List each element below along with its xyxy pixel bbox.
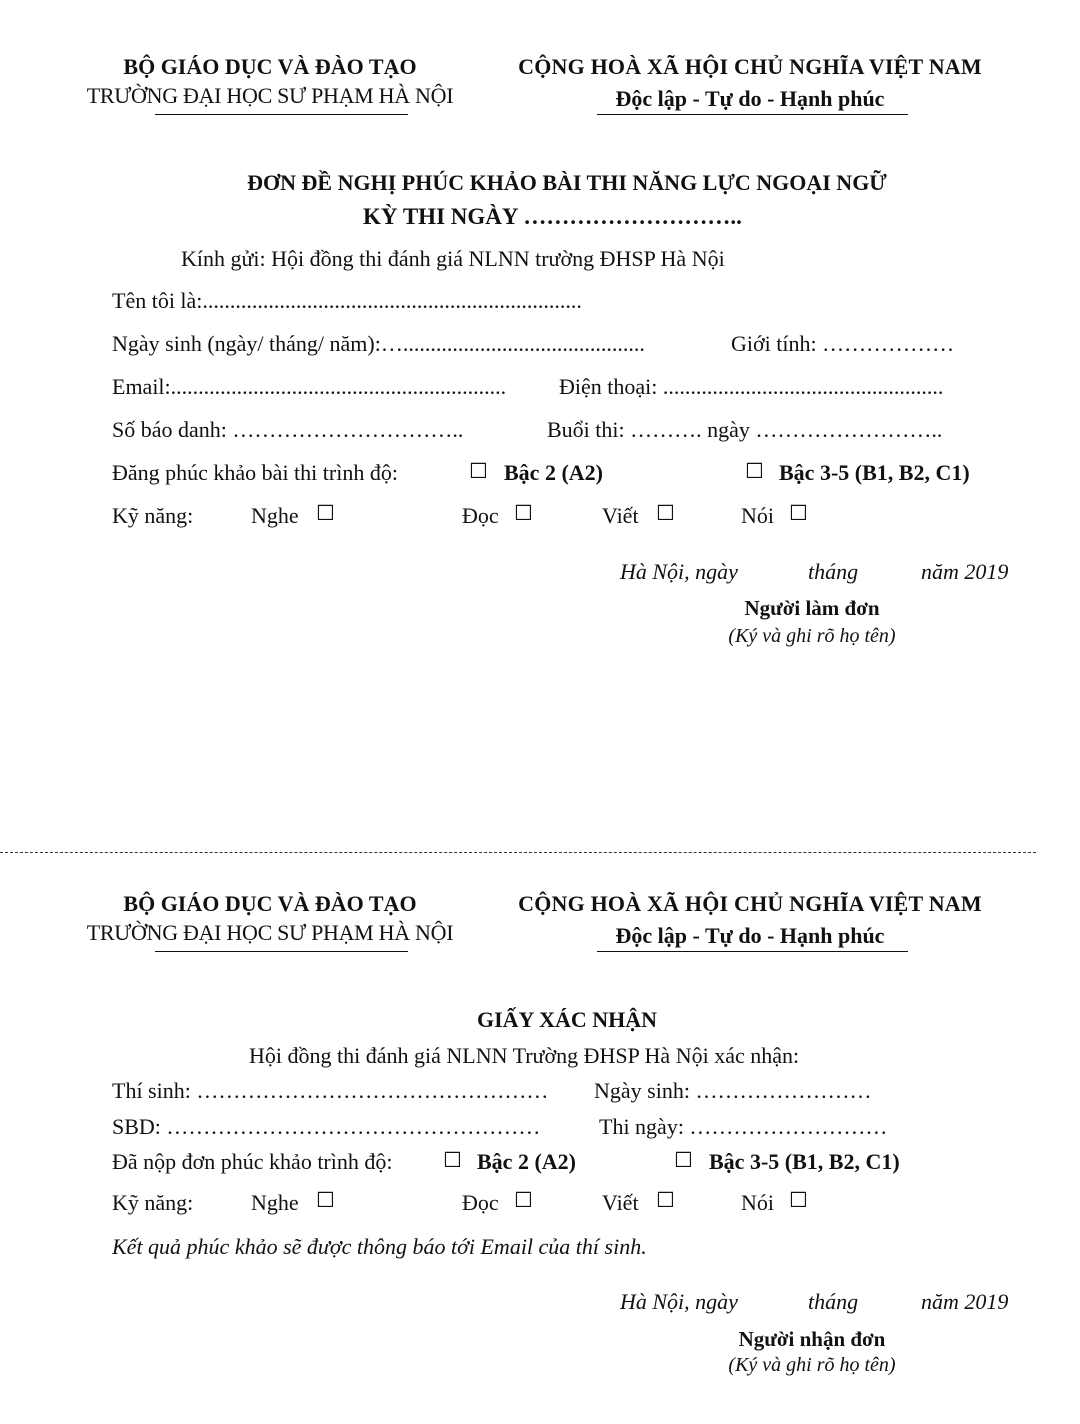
motto-underline [597,951,908,952]
session-field[interactable]: Buổi thi: ………. ngày …………………….. [547,417,943,442]
skill-writing-checkbox[interactable]: ☐ [656,501,675,525]
level-b1c1-label: Bậc 3-5 (B1, B2, C1) [779,460,970,485]
ministry-name: BỘ GIÁO DỤC VÀ ĐÀO TẠO [123,891,417,916]
school-underline [155,951,408,952]
form-title: ĐƠN ĐỀ NGHỊ PHÚC KHẢO BÀI THI NĂNG LỰC NGOẠI NGỮ [247,170,887,195]
date-month: tháng [808,559,859,584]
date-year: năm 2019 [921,1289,1009,1314]
skill-listening-label: Nghe [251,503,299,528]
skill-listening-checkbox[interactable]: ☐ [316,501,335,525]
country-motto: Độc lập - Tự do - Hạnh phúc [615,923,885,948]
level-b1c1-checkbox[interactable]: ☐ [674,1148,693,1172]
result-note: Kết quả phúc khảo sẽ được thông báo tới Email của thí sinh. [112,1234,647,1259]
date-place: Hà Nội, ngày [620,1289,738,1314]
candidate-field[interactable]: Thí sinh: ………………………………………… [112,1078,549,1103]
date-year: năm 2019 [921,559,1009,584]
date-month: tháng [808,1289,859,1314]
phone-field[interactable]: Điện thoại: ................................................... [559,374,944,399]
skill-writing-label: Viết [602,503,639,528]
signer-title: Người làm đơn [744,596,880,620]
skill-writing-label: Viết [602,1190,639,1215]
skill-speaking-label: Nói [741,503,774,528]
level-a2-label: Bậc 2 (A2) [504,460,603,485]
skill-reading-label: Đọc [462,1190,499,1215]
skill-reading-label: Đọc [462,503,499,528]
level-b1c1-checkbox[interactable]: ☐ [745,459,764,483]
skill-speaking-checkbox[interactable]: ☐ [789,501,808,525]
gender-field[interactable]: Giới tính: ……………… [731,331,955,356]
skill-speaking-label: Nói [741,1190,774,1215]
level-a2-checkbox[interactable]: ☐ [443,1148,462,1172]
signer-title: Người nhận đơn [738,1327,886,1351]
exam-date-heading: KỲ THI NGÀY ……………………….. [363,204,742,229]
level-a2-label: Bậc 2 (A2) [477,1149,576,1174]
skill-reading-checkbox[interactable]: ☐ [514,1188,533,1212]
level-prompt: Đăng phúc khảo bài thi trình độ: [112,460,398,485]
skill-listening-checkbox[interactable]: ☐ [316,1188,335,1212]
level-prompt: Đã nộp đơn phúc khảo trình độ: [112,1149,393,1174]
motto-underline [597,114,908,115]
recipient-line: Kính gửi: Hội đồng thi đánh giá NLNN trường ĐHSP Hà Nội [181,246,725,271]
candidate-number-field[interactable]: Số báo danh: ………………………….. [112,417,464,442]
confirmation-section [0,860,1080,1420]
signature-note: (Ký và ghi rõ họ tên) [728,625,896,647]
school-name: TRƯỜNG ĐẠI HỌC SƯ PHẠM HÀ NỘI [86,83,454,108]
signature-note: (Ký và ghi rõ họ tên) [728,1354,896,1376]
country-name: CỘNG HOÀ XÃ HỘI CHỦ NGHĨA VIỆT NAM [518,54,982,79]
date-place: Hà Nội, ngày [620,559,738,584]
email-field[interactable]: Email:............................................................. [112,374,507,399]
exam-date-field[interactable]: Thi ngày: ……………………… [599,1114,888,1139]
skill-speaking-checkbox[interactable]: ☐ [789,1188,808,1212]
skill-writing-checkbox[interactable]: ☐ [656,1188,675,1212]
skills-label: Kỹ năng: [112,503,194,528]
confirmation-title: GIẤY XÁC NHẬN [476,1007,658,1032]
skill-reading-checkbox[interactable]: ☐ [514,501,533,525]
cut-line [0,852,1036,853]
dob-field[interactable]: Ngày sinh: …………………… [594,1078,872,1103]
skill-listening-label: Nghe [251,1190,299,1215]
candidate-number-field[interactable]: SBD: …………………………………………… [112,1114,541,1139]
level-a2-checkbox[interactable]: ☐ [469,459,488,483]
school-underline [155,114,408,115]
name-field[interactable]: Tên tôi là:..................................................................... [112,288,582,313]
dob-field[interactable]: Ngày sinh (ngày/ tháng/ năm):…............................................ [112,331,645,356]
school-name: TRƯỜNG ĐẠI HỌC SƯ PHẠM HÀ NỘI [86,920,454,945]
skills-label: Kỹ năng: [112,1190,194,1215]
level-b1c1-label: Bậc 3-5 (B1, B2, C1) [709,1149,900,1174]
country-motto: Độc lập - Tự do - Hạnh phúc [615,86,885,111]
confirmation-intro: Hội đồng thi đánh giá NLNN Trường ĐHSP Hà Nội xác nhận: [249,1043,800,1068]
ministry-name: BỘ GIÁO DỤC VÀ ĐÀO TẠO [123,54,417,79]
country-name: CỘNG HOÀ XÃ HỘI CHỦ NGHĨA VIỆT NAM [518,891,982,916]
